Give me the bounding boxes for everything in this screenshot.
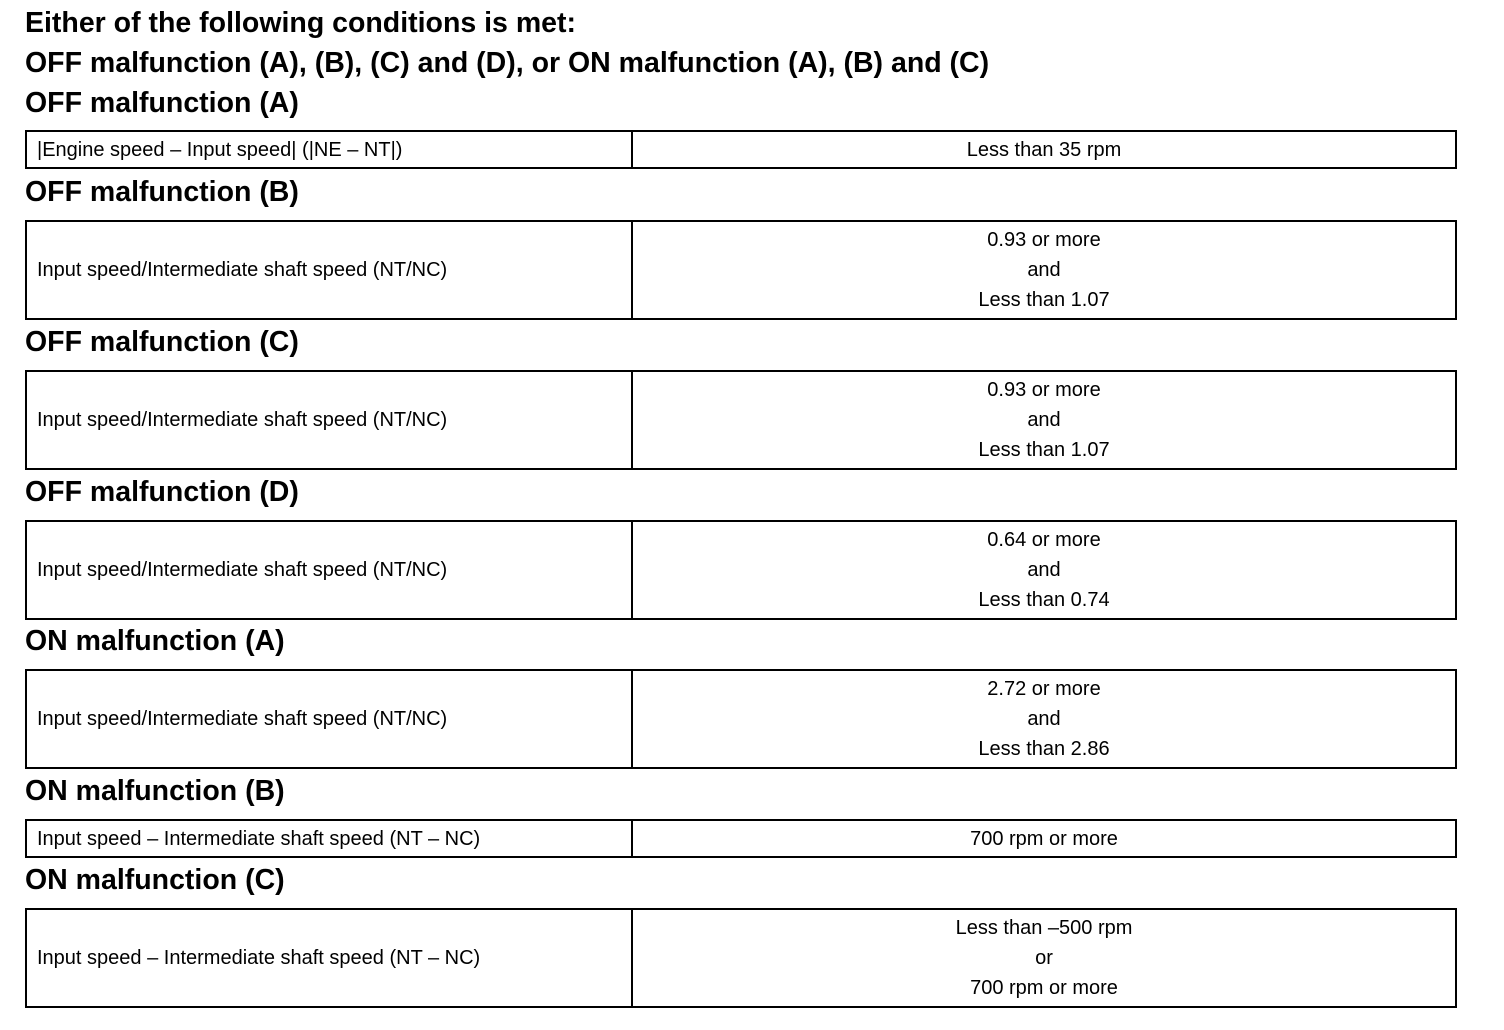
section-heading-off-a: OFF malfunction (A): [25, 87, 299, 119]
value-line: Less than –500 rpm: [955, 917, 1133, 939]
parameter-cell: Input speed/Intermediate shaft speed (NT/NC): [26, 371, 632, 469]
value-cell: [632, 820, 1456, 857]
table-row: [26, 820, 1456, 857]
table-row: [26, 371, 1456, 469]
value-cell: [632, 131, 1456, 168]
section-heading-off-c: OFF malfunction (C): [25, 326, 299, 358]
parameter-cell: Input speed/Intermediate shaft speed (NT/NC): [26, 670, 632, 768]
value-line: and: [1027, 708, 1061, 730]
table-row: [26, 909, 1456, 1007]
value-line: Less than 1.07: [978, 439, 1110, 461]
value-cell: [632, 371, 1456, 469]
page-title: Either of the following conditions is met:: [25, 7, 576, 39]
parameter-cell: Input speed – Intermediate shaft speed (NT – NC): [26, 909, 632, 1007]
condition-table-on-a: [25, 669, 1457, 769]
value-cell: [632, 521, 1456, 619]
value-cell: [632, 909, 1456, 1007]
conditions-summary: OFF malfunction (A), (B), (C) and (D), or ON malfunction (A), (B) and (C): [25, 47, 990, 79]
value-line: 0.93 or more: [987, 379, 1101, 401]
value-line: 2.72 or more: [987, 678, 1101, 700]
value-cell: [632, 221, 1456, 319]
parameter-cell: |Engine speed – Input speed| (|NE – NT|): [26, 131, 632, 168]
condition-table-off-d: [25, 520, 1457, 620]
parameter-cell: Input speed/Intermediate shaft speed (NT/NC): [26, 221, 632, 319]
parameter-cell: Input speed – Intermediate shaft speed (NT – NC): [26, 820, 632, 857]
section-heading-off-b: OFF malfunction (B): [25, 176, 299, 208]
value-cell: [632, 670, 1456, 768]
table-row: [26, 221, 1456, 319]
value-line: Less than 2.86: [978, 738, 1110, 760]
table-row: [26, 131, 1456, 168]
section-heading-on-c: ON malfunction (C): [25, 864, 285, 896]
section-heading-off-d: OFF malfunction (D): [25, 476, 299, 508]
table-row: [26, 521, 1456, 619]
condition-table-off-a: [25, 130, 1457, 169]
parameter-cell: Input speed/Intermediate shaft speed (NT/NC): [26, 521, 632, 619]
value-line: Less than 35 rpm: [966, 138, 1122, 161]
table-row: [26, 670, 1456, 768]
value-line: 700 rpm or more: [970, 977, 1118, 999]
value-line: and: [1027, 409, 1061, 431]
value-line: 700 rpm or more: [970, 827, 1118, 850]
value-line: Less than 0.74: [978, 589, 1110, 611]
value-line: or: [1035, 947, 1053, 969]
section-heading-on-b: ON malfunction (B): [25, 775, 285, 807]
condition-table-off-b: [25, 220, 1457, 320]
value-line: 0.93 or more: [987, 229, 1101, 251]
condition-table-off-c: [25, 370, 1457, 470]
condition-table-on-b: [25, 819, 1457, 858]
value-line: and: [1027, 259, 1061, 281]
value-line: Less than 1.07: [978, 289, 1110, 311]
section-heading-on-a: ON malfunction (A): [25, 625, 285, 657]
condition-table-on-c: [25, 908, 1457, 1008]
value-line: and: [1027, 559, 1061, 581]
value-line: 0.64 or more: [987, 529, 1101, 551]
